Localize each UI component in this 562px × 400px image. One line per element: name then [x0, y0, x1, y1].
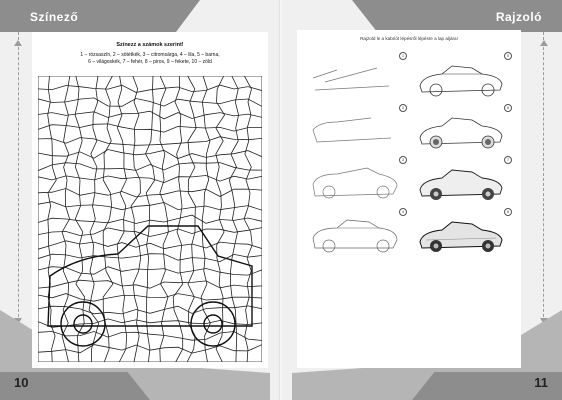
- right-page: [282, 0, 562, 400]
- left-dashed-guide: [18, 32, 33, 332]
- car-sketch-step-4: [307, 212, 403, 256]
- right-page-number: 11: [534, 375, 548, 390]
- step-number: 2: [399, 104, 407, 112]
- drawing-steps-grid: [307, 52, 517, 272]
- drawing-sheet: [297, 30, 521, 368]
- drawing-step-3: [307, 156, 407, 206]
- drawing-step-6: [412, 104, 512, 154]
- car-sketch-step-5: [412, 56, 508, 100]
- step-number: 3: [399, 156, 407, 164]
- coloring-instruction-title: Színezz a számok szerint!: [116, 42, 184, 48]
- drawing-step-4: [307, 208, 407, 258]
- left-page: [0, 0, 280, 400]
- step-number: 7: [504, 156, 512, 164]
- step-number: 8: [504, 208, 512, 216]
- drawing-step-5: [412, 52, 512, 102]
- color-by-number-picture: [38, 76, 262, 362]
- color-legend-line-1: 1 – rózsaszín, 2 – sötétkék, 3 – citromsárga, 4 – lila, 5 – barna,: [80, 52, 220, 58]
- left-page-number: 10: [14, 375, 29, 390]
- step-number: 4: [399, 208, 407, 216]
- step-number: 6: [504, 104, 512, 112]
- right-section-title: Rajzoló: [495, 10, 542, 24]
- car-sketch-step-7: [412, 160, 508, 204]
- car-sketch-step-8: [412, 212, 508, 256]
- drawing-instruction: Rajzold le a kabriót lépésről lépésre a lap aljára!: [360, 36, 458, 41]
- arrow-up-icon: [14, 40, 22, 46]
- drawing-step-7: [412, 156, 512, 206]
- left-section-title: Színező: [30, 10, 79, 24]
- car-sketch-step-2: [307, 108, 403, 152]
- right-dashed-guide: [529, 32, 544, 332]
- color-legend: [40, 52, 260, 66]
- drawing-step-1: [307, 52, 407, 102]
- coloring-sheet: [32, 32, 268, 368]
- step-number: 1: [399, 52, 407, 60]
- step-number: 5: [504, 52, 512, 60]
- car-sketch-step-1: [307, 56, 403, 100]
- arrow-up-icon: [540, 40, 548, 46]
- car-sketch-step-3: [307, 160, 403, 204]
- drawing-step-2: [307, 104, 407, 154]
- color-legend-line-2: 6 – világoskék, 7 – fehér, 8 – piros, 9 – fekete, 10 – zöld: [88, 59, 212, 65]
- car-sketch-step-6: [412, 108, 508, 152]
- drawing-step-8: [412, 208, 512, 258]
